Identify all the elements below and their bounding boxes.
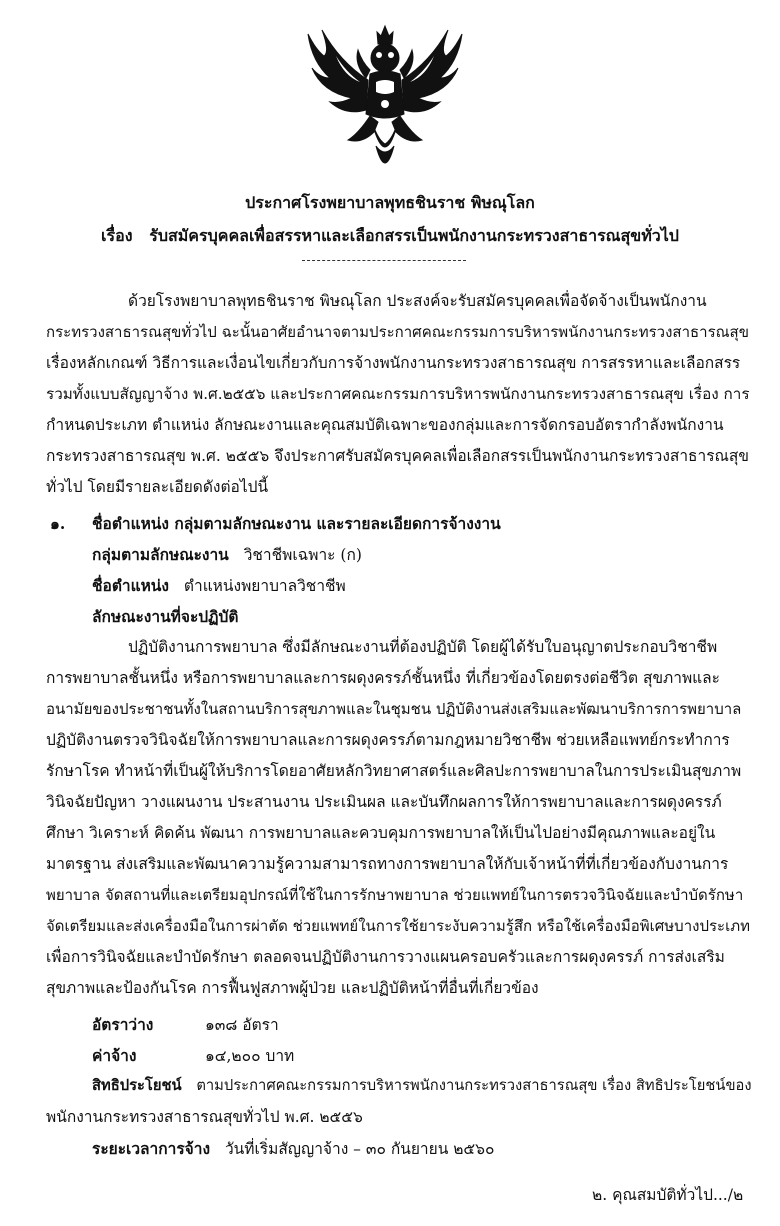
intro-line: กระทรวงสาธารณสุข พ.ศ. ๒๕๕๖ จึงประกาศรับสมัครบุคคลเพื่อเลือกสรรเป็นพนักงานกระทรวงสาธารณสุข (46, 447, 749, 465)
section-1-number: ๑. (50, 514, 66, 533)
group-row (92, 547, 362, 564)
group-value: วิชาชีพเฉพาะ (ก) (243, 546, 362, 564)
duties-line: ปฏิบัติงานตรวจวินิจฉัยให้การพยาบาลและการผดุงครรภ์ตามกฎหมายวิชาชีพ ช่วยเหลือแพทย์กระทำการ (46, 731, 730, 749)
group-label: กลุ่มตามลักษณะงาน (92, 545, 229, 564)
duties-line: จัดเตรียมและส่งเครื่องมือในการผ่าตัด ช่วยแพทย์ในการใช้ยาระงับความรู้สึก หรือใช้เครื่องมือพิเศษบางประเภท (46, 917, 750, 935)
benefits-row (92, 1079, 752, 1094)
benefits-continuation: พนักงานกระทรวงสาธารณสุขทั่วไป พ.ศ. ๒๕๕๖ (46, 1108, 363, 1126)
duties-line: มาตรฐาน ส่งเสริมและพัฒนาความรู้ความสามารถทางการพยาบาลให้กับเจ้าหน้าที่ที่เกี่ยวข้องกับงานการ (46, 855, 729, 873)
benefits-value: ตามประกาศคณะกรรมการบริหารพนักงานกระทรวงสาธารณสุข เรื่อง สิทธิประโยชน์ของ (196, 1077, 752, 1094)
intro-line: เรื่องหลักเกณฑ์ วิธีการและเงื่อนไขเกี่ยวกับการจ้างพนักงานกระทรวงสาธารณสุข การสรรหาและเลือกสรร (46, 354, 741, 372)
next-page-note: ๒. คุณสมบัติทั่วไป.../๒ (592, 1186, 744, 1204)
duties-line: อนามัยของประชาชนทั้งในสถานบริการสุขภาพและในชุมชน ปฏิบัติงานส่งเสริมและพัฒนาบริการการพยาบาล (46, 700, 742, 718)
duties-line: ศึกษา วิเคราะห์ คิดค้น พัฒนา การพยาบาลและควบคุมการพยาบาลให้เป็นไปอย่างมีคุณภาพและอยู่ใน (46, 824, 716, 842)
subject-label: เรื่อง (101, 226, 133, 245)
duties-line: วินิจฉัยปัญหา วางแผนงาน ประสานงาน ประเมินผล และบันทึกผลการให้การพยาบาลและการผดุงครรภ์ (46, 793, 722, 811)
duties-line: สุขภาพและป้องกันโรค การฟื้นฟูสภาพผู้ป่วย และปฏิบัติหน้าที่อื่นที่เกี่ยวข้อง (46, 979, 539, 997)
duties-line: พยาบาล จัดสถานที่และเตรียมอุปกรณ์ที่ใช้ในการรักษาพยาบาล ช่วยแพทย์ในการตรวจวินิจฉัยและบำบัดรักษา (46, 886, 744, 904)
position-value: ตำแหน่งพยาบาลวิชาชีพ (183, 577, 346, 595)
announcement-title: ประกาศโรงพยาบาลพุทธชินราช พิษณุโลก (245, 193, 535, 212)
intro-line: ทั่วไป โดยมีรายละเอียดดังต่อไปนี้ (46, 478, 269, 496)
intro-line: กระทรวงสาธารณสุขทั่วไป ฉะนั้นอาศัยอำนาจตามประกาศคณะกรรมการบริหารพนักงานกระทรวงสาธารณสุข (46, 323, 749, 341)
duties-line: ปฏิบัติงานการพยาบาล ซึ่งมีลักษณะงานที่ต้องปฏิบัติ โดยผู้ได้รับใบอนุญาตประกอบวิชาชีพ (128, 638, 718, 656)
title-divider (302, 260, 466, 261)
duties-label: ลักษณะงานที่จะปฏิบัติ (92, 607, 239, 626)
period-value: วันที่เริ่มสัญญาจ้าง – ๓๐ กันยายน ๒๕๖๐ (224, 1140, 495, 1158)
garuda-emblem-icon (300, 22, 470, 182)
vacancy-label: อัตราว่าง (92, 1015, 154, 1034)
duties-line: การพยาบาลชั้นหนึ่ง หรือการพยาบาลและการผดุงครรภ์ชั้นหนึ่ง ที่เกี่ยวข้องโดยตรงต่อชีวิต สุขภาพและ (46, 669, 720, 687)
period-label: ระยะเวลาการจ้าง (92, 1139, 211, 1158)
duties-line: เพื่อการวินิจฉัยและบำบัดรักษา ตลอดจนปฏิบัติงานการวางแผนครอบครัวและการผดุงครรภ์ การส่งเสริม (46, 948, 725, 966)
duties-line: รักษาโรค ทำหน้าที่เป็นผู้ให้บริการโดยอาศัยหลักวิทยาศาสตร์และศิลปะการพยาบาลในการประเมินสุขภาพ (46, 762, 742, 780)
announcement-subject (0, 224, 780, 249)
position-row (92, 578, 346, 595)
intro-line: กำหนดประเภท ตำแหน่ง ลักษณะงานและคุณสมบัติเฉพาะของกลุ่มและการจัดกรอบอัตรากำลังพนักงาน (46, 416, 724, 434)
wage-value: ๑๔,๒๐๐ บาท (204, 1047, 295, 1065)
wage-label: ค่าจ้าง (92, 1046, 137, 1065)
wage-row (92, 1048, 294, 1065)
subject-text: รับสมัครบุคคลเพื่อสรรหาและเลือกสรรเป็นพนักงานกระทรวงสาธารณสุขทั่วไป (149, 226, 679, 245)
section-1-heading: ชื่อตำแหน่ง กลุ่มตามลักษณะงาน และรายละเอียดการจ้างงาน (92, 514, 501, 533)
vacancy-row (92, 1017, 279, 1034)
intro-line: รวมทั้งแบบสัญญาจ้าง พ.ศ.๒๕๕๖ และประกาศคณะกรรมการบริหารพนักงานกระทรวงสาธารณสุข เรื่อง การ (46, 385, 750, 403)
position-label: ชื่อตำแหน่ง (92, 576, 169, 595)
vacancy-value: ๑๓๘ อัตรา (204, 1016, 279, 1034)
intro-line: ด้วยโรงพยาบาลพุทธชินราช พิษณุโลก ประสงค์จะรับสมัครบุคคลเพื่อจัดจ้างเป็นพนักงาน (128, 292, 707, 310)
period-row (92, 1141, 494, 1158)
benefits-label: สิทธิประโยชน์ (92, 1077, 182, 1094)
